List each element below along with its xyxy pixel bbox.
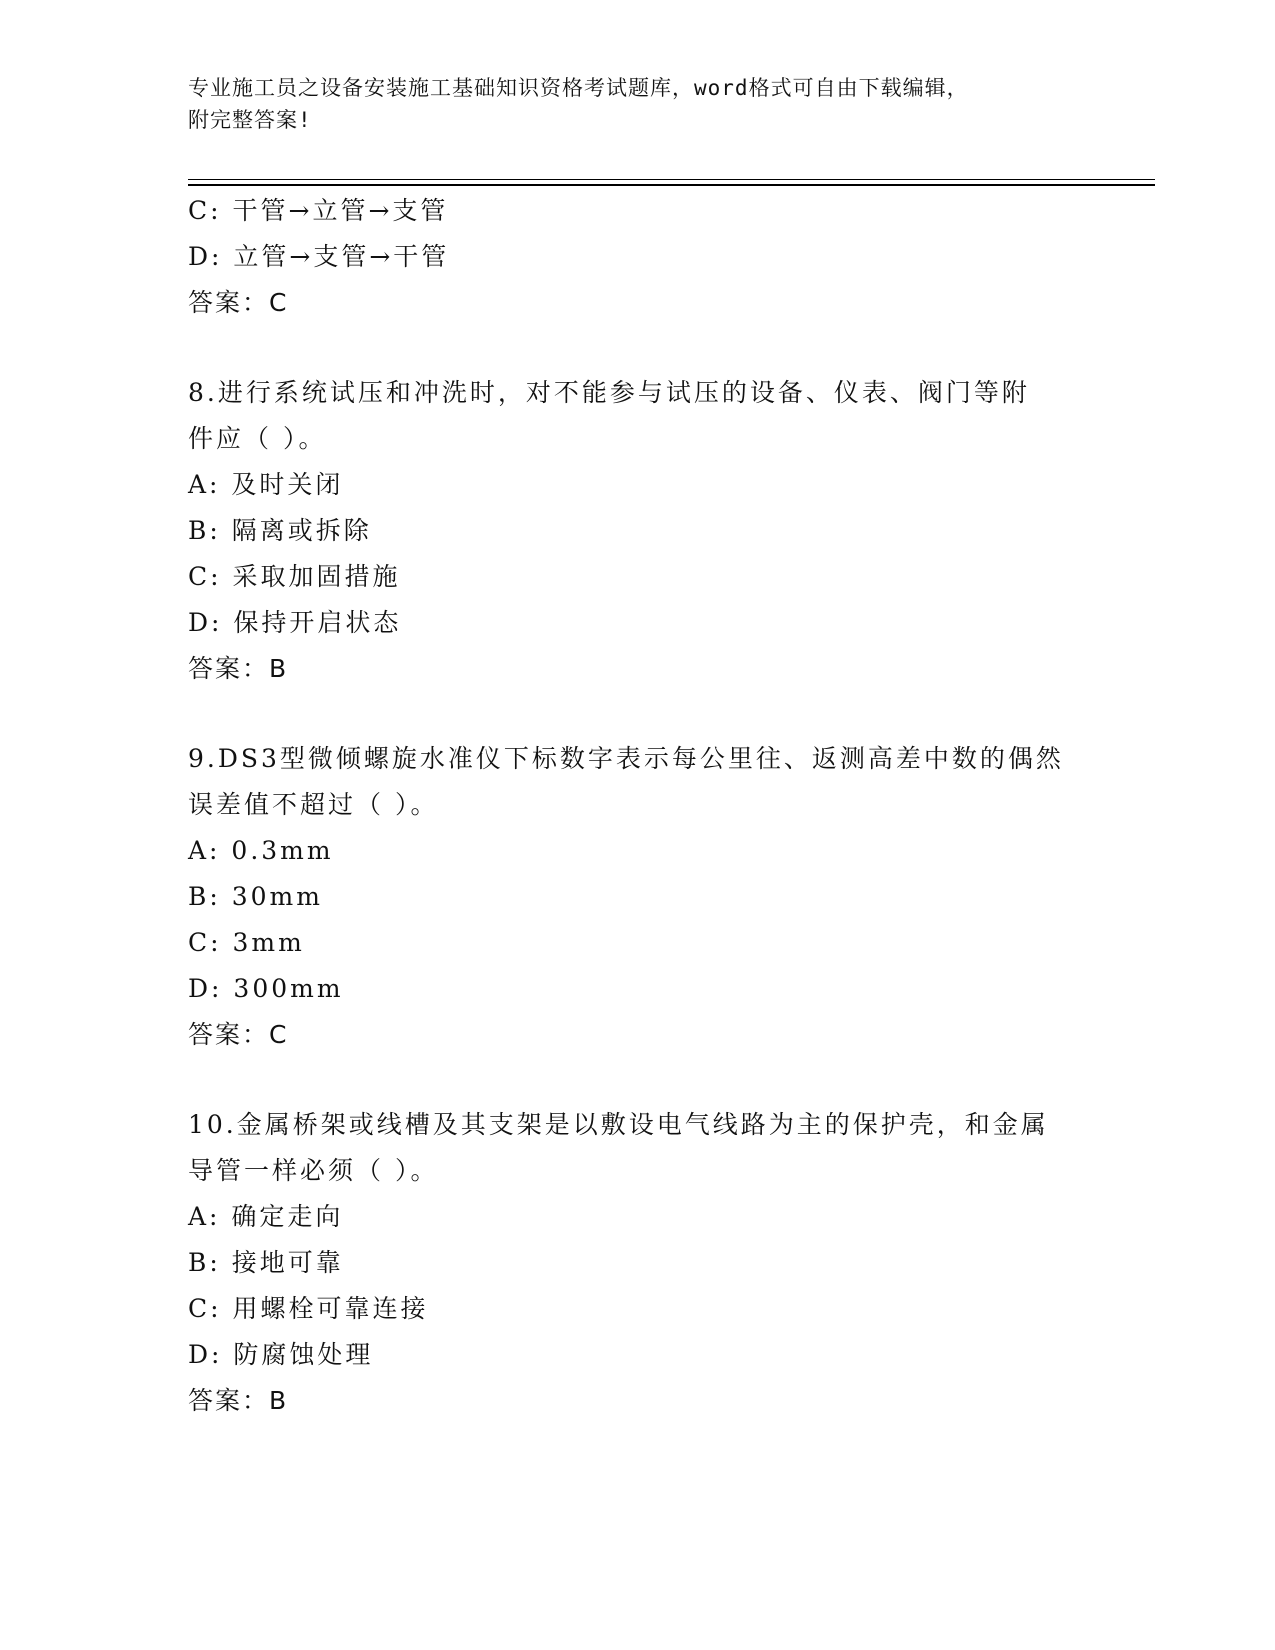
answer: 答案：C (188, 1020, 289, 1049)
question-text-line-1: 8.进行系统试压和冲洗时，对不能参与试压的设备、仪表、阀门等附 (188, 378, 1030, 407)
option-a: A: 确定走向 (188, 1202, 344, 1231)
question-text-line-1: 9.DS3型微倾螺旋水准仪下标数字表示每公里往、返测高差中数的偶然 (188, 744, 1064, 773)
option-c: C: 用螺栓可靠连接 (188, 1294, 429, 1323)
question-9 (188, 736, 1088, 1058)
option-b: B: 30mm (188, 882, 323, 911)
option-a: A: 及时关闭 (188, 470, 344, 499)
option-c: C: 3mm (188, 928, 305, 957)
question-text-line-2: 导管一样必须（ ）。 (188, 1156, 439, 1185)
question-8 (188, 370, 1088, 692)
question-text-line-2: 件应（ ）。 (188, 424, 327, 453)
answer: 答案：B (188, 654, 289, 683)
header-line-1: 专业施工员之设备安装施工基础知识资格考试题库，word格式可自由下载编辑， (188, 76, 969, 100)
option-d: D: 防腐蚀处理 (188, 1340, 374, 1369)
question-7-tail (188, 188, 1088, 326)
option-b: B: 隔离或拆除 (188, 516, 372, 545)
option-b: B: 接地可靠 (188, 1248, 344, 1277)
question-text-line-2: 误差值不超过（ ）。 (188, 790, 439, 819)
option-c: C: 干管→立管→支管 (188, 196, 449, 225)
document-header (188, 72, 1068, 136)
answer: 答案：C (188, 288, 289, 317)
document-body (188, 188, 1088, 1424)
option-d: D: 立管→支管→干管 (188, 242, 450, 271)
option-d: D: 300mm (188, 974, 344, 1003)
question-text-line-1: 10.金属桥架或线槽及其支架是以敷设电气线路为主的保护壳，和金属 (188, 1110, 1049, 1139)
answer: 答案：B (188, 1386, 289, 1415)
option-d: D: 保持开启状态 (188, 608, 402, 637)
header-divider-thick (188, 184, 1155, 186)
header-line-2: 附完整答案! (188, 108, 312, 132)
header-divider-thin (188, 179, 1155, 180)
question-10 (188, 1102, 1088, 1424)
option-c: C: 采取加固措施 (188, 562, 401, 591)
option-a: A: 0.3mm (188, 836, 334, 865)
